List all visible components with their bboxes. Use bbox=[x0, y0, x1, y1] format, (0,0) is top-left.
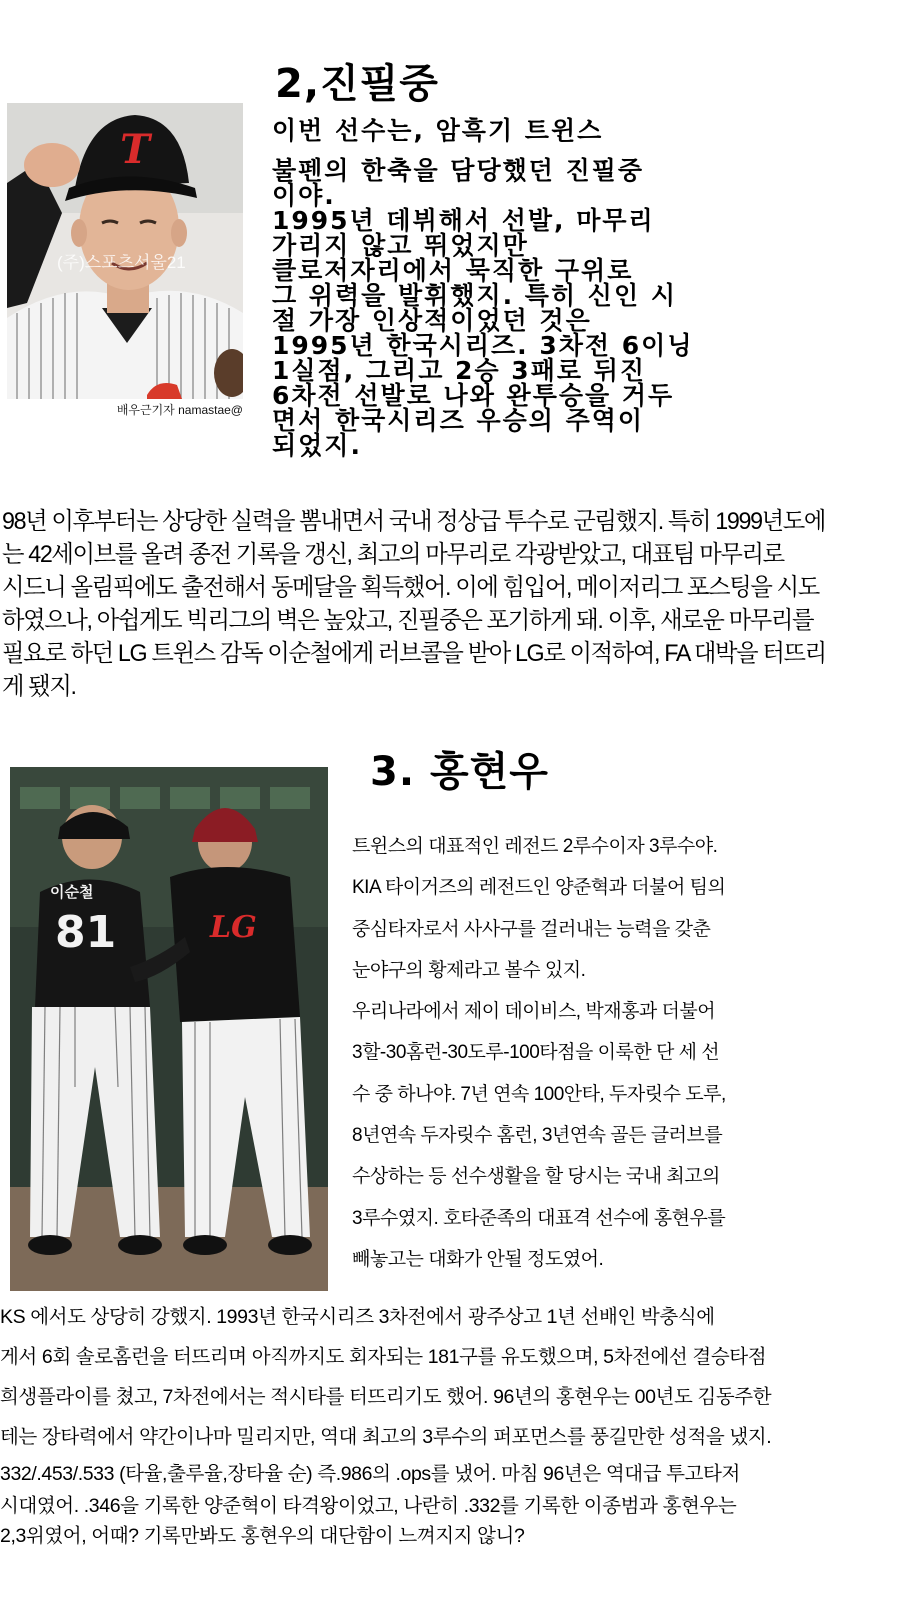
text-line: 1실점, 그리고 2승 3패로 뒤진 bbox=[272, 356, 646, 385]
text-line: 빼놓고는 대화가 안될 정도였어. bbox=[352, 1248, 604, 1270]
paragraph-line: 2,3위였어, 어때? 기록만봐도 홍현우의 대단함이 느껴지지 않니? bbox=[0, 1525, 525, 1547]
jersey-name: 이순철 bbox=[50, 883, 94, 901]
text-line: 불펜의 한축을 담당했던 진필중 bbox=[272, 156, 645, 185]
text-line: 가리지 않고 뛰었지만 bbox=[272, 231, 529, 260]
text-line: 1995년 한국시리즈. 3차전 6이닝 bbox=[272, 331, 694, 360]
text-line: 8년연속 두자릿수 홈런, 3년연속 골든 글러브를 bbox=[352, 1125, 723, 1147]
paragraph-line: 희생플라이를 쳤고, 7차전에서는 적시타를 터뜨리기도 했어. 96년의 홍현우는 00년도 김동주한 bbox=[0, 1386, 772, 1408]
paragraph-line: 필요로 하던 LG 트윈스 감독 이순철에게 러브콜을 받아 LG로 이적하여, FA 대박을 터뜨리 bbox=[2, 640, 826, 667]
section3-intro-text bbox=[352, 826, 892, 1280]
paragraph-line: 하였으나, 아쉽게도 빅리그의 벽은 높았고, 진필중은 포기하게 돼. 이후, 새로운 마무리를 bbox=[2, 607, 814, 634]
paragraph-line: 332/.453/.533 (타율,출루율,장타율 순) 즉.986의 .ops를 냈어. 마침 96년은 역대급 투고타저 bbox=[0, 1463, 740, 1485]
jersey-lg-logo: LG bbox=[210, 910, 257, 945]
paragraph-line: 시드니 올림픽에도 출전해서 동메달을 획득했어. 이에 힘입어, 메이저리그 포스팅을 시도 bbox=[2, 574, 819, 601]
text-line: 중심타자로서 사사구를 걸러내는 능력을 갖춘 bbox=[352, 918, 711, 940]
text-line: 3할-30홈런-30도루-100타점을 이룩한 단 세 선 bbox=[352, 1042, 720, 1064]
text-line: 되었지. bbox=[272, 431, 362, 460]
photo-caption: 배우근기자 namastae@ bbox=[116, 403, 243, 417]
section3-paragraph bbox=[0, 1297, 900, 1551]
text-line: 눈야구의 황제라고 볼수 있지. bbox=[352, 959, 586, 981]
text-line: 트윈스의 대표적인 레전드 2루수이자 3루수야. bbox=[352, 836, 718, 857]
text-line: 6차전 선발로 나와 완투승을 거두 bbox=[272, 381, 675, 410]
text-line: 면서 한국시리즈 우승의 주역이 bbox=[272, 406, 645, 435]
svg-text:T: T bbox=[120, 126, 150, 173]
paragraph-line: 시대였어. .346을 기록한 양준혁이 타격왕이었고, 나란히 .332를 기록한 이종범과 홍현우는 bbox=[0, 1495, 737, 1517]
paragraph-line: 게서 6회 솔로홈런을 터뜨리며 아직까지도 회자되는 181구를 유도했으며, 5차전에선 결승타점 bbox=[0, 1346, 767, 1368]
section-title-hong-hyun-woo: 3. 홍현우 bbox=[370, 749, 549, 795]
text-line: 이번 선수는, 암흑기 트윈스 bbox=[272, 116, 604, 145]
text-line: 우리나라에서 제이 데이비스, 박재홍과 더불어 bbox=[352, 1001, 716, 1023]
player-action-illustration bbox=[10, 767, 328, 1291]
player-photo-jin-pil-jung bbox=[7, 103, 243, 399]
text-line: KIA 타이거즈의 레전드인 양준혁과 더불어 팀의 bbox=[352, 877, 726, 899]
jersey-number-81: 81 bbox=[55, 907, 117, 958]
text-line: 클로저자리에서 묵직한 구위로 bbox=[272, 256, 634, 285]
section2-intro-text bbox=[272, 118, 892, 458]
text-line: 수상하는 등 선수생활을 할 당시는 국내 최고의 bbox=[352, 1166, 720, 1188]
text-line: 수 중 하나야. 7년 연속 100안타, 두자릿수 도루, bbox=[352, 1083, 726, 1105]
player-portrait-illustration bbox=[7, 103, 243, 399]
text-line: 1995년 데뷔해서 선발, 마무리 bbox=[272, 206, 655, 235]
paragraph-line: 98년 이후부터는 상당한 실력을 뽐내면서 국내 정상급 투수로 군림했지. 특히 1999년도에 bbox=[2, 508, 826, 535]
paragraph-line: 는 42세이브를 올려 종전 기록을 갱신, 최고의 마무리로 각광받았고, 대표팀 마무리로 bbox=[2, 541, 784, 568]
paragraph-line: 테는 장타력에서 약간이나마 밀리지만, 역대 최고의 3루수의 퍼포먼스를 풍길만한 성적을 냈지. bbox=[0, 1426, 772, 1448]
player-photo-hong-hyun-woo bbox=[10, 767, 328, 1291]
paragraph-line: KS 에서도 상당히 강했지. 1993년 한국시리즈 3차전에서 광주상고 1년 선배인 박충식에 bbox=[0, 1306, 715, 1328]
section2-paragraph bbox=[2, 505, 897, 703]
paragraph-line: 게 됐지. bbox=[2, 673, 76, 700]
text-line: 절 가장 인상적이었던 것은 bbox=[272, 306, 592, 335]
text-line: 3루수였지. 호타준족의 대표격 선수에 홍현우를 bbox=[352, 1207, 726, 1229]
section-title-jin-pil-jung: 2,진필중 bbox=[275, 61, 439, 107]
text-line: 이야. bbox=[272, 181, 336, 210]
photo-watermark: (주)스포츠서울21 bbox=[57, 253, 186, 272]
text-line: 그 위력을 발휘했지. 특히 신인 시 bbox=[272, 281, 677, 310]
